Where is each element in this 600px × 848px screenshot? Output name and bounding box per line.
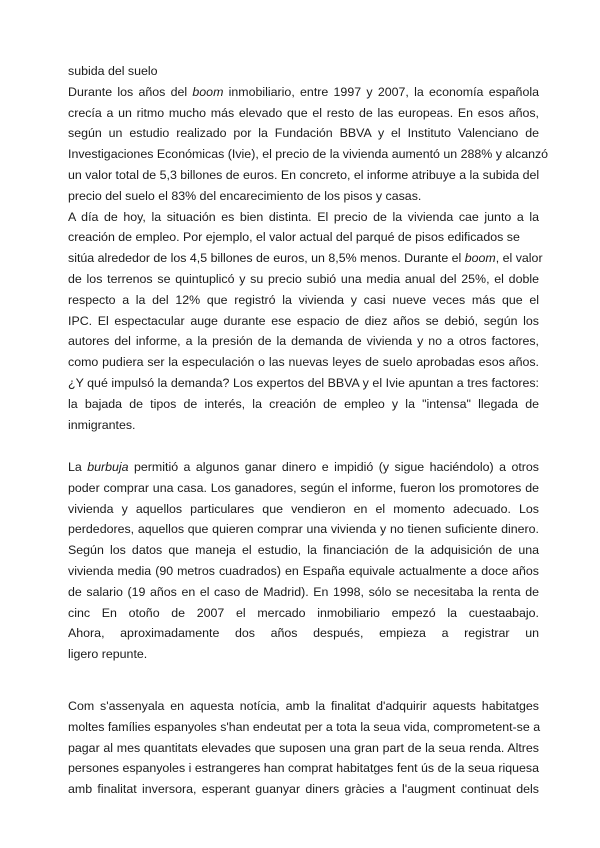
text-segment: Durante los años del (68, 84, 193, 99)
text-line: vivienda media (90 metros cuadrados) en España equivale actualmente a doce años (68, 563, 539, 578)
text-line: persones espanyoles i estrangeres han comprat habitatges fent ús de la seua riquesa (68, 761, 539, 776)
text-line (68, 457, 539, 478)
text-line: subida del suelo (68, 64, 158, 78)
text-line: ligero repunte. (68, 647, 148, 662)
text-segment: La (68, 460, 88, 474)
text-line: crecía a un ritmo mucho más elevado que el resto de las europeas. En esos años, (68, 105, 539, 120)
text-line: un valor total de 5,3 billones de euros. En concreto, el informe atribuye a la subida del (68, 167, 540, 182)
text-line: de los terrenos se quintuplicó y su precio subió una media anual del 25%, el doble (68, 271, 539, 286)
text-line: como pudiera ser la especulación o las nuevas leyes de suelo aprobadas esos años. (68, 355, 539, 370)
text-line (68, 82, 539, 103)
text-line: Según los datos que maneja el estudio, la financiación de la adquisición de una (68, 543, 539, 558)
text-line: autores del informe, a la presión de la demanda de vivienda y no a otros factores, (68, 334, 539, 349)
text-segment: permitió a algunos ganar dinero e impidió (y sigue haciéndolo) a otros (128, 460, 539, 474)
italic-term: burbuja (87, 460, 129, 474)
italic-term: boom (464, 251, 496, 266)
text-line: moltes famílies espanyoles s'han endeutat per a tota la seua vida, comprometent-se a (68, 719, 541, 734)
paragraph-housing-boom (68, 61, 549, 435)
text-line: Investigaciones Económicas (Ivie), el precio de la vivienda aumentó un 288% y alcanzó (68, 147, 549, 162)
text-line: de salario (19 años en el caso de Madrid). En 1998, sólo se necesitaba la renta de (68, 584, 539, 599)
text-line: la bajada de tipos de interés, la creación de empleo y la "intensa" llegada de (68, 396, 539, 411)
text-line: perdedores, aquellos que quieren comprar una vivienda y no tienen suficiente dinero. (68, 522, 539, 537)
text-segment: , el valor (495, 251, 543, 266)
text-line: Com s'assenyala en aquesta notícia, amb la finalitat d'adquirir aquests habitatges (68, 699, 539, 713)
text-segment: inmobiliario, entre 1997 y 2007, la economía española (223, 84, 539, 99)
text-segment: sitúa alrededor de los 4,5 billones de euros, un 8,5% menos. Durante el (68, 251, 465, 266)
paragraph-housing-bubble (68, 457, 539, 665)
text-line: vivienda y aquellos particulares que vendieron en el momento adecuado. Los (68, 501, 539, 516)
text-line: cinc En otoño de 2007 el mercado inmobiliario empezó la cuestaabajo. (68, 605, 539, 620)
text-line: ¿Y qué impulsó la demanda? Los expertos del BBVA y el Ivie apuntan a tres factores: (68, 375, 539, 390)
text-line: Ahora, aproximadamente dos años después, empieza a registrar un (68, 626, 539, 641)
text-line: creación de empleo. Por ejemplo, el valor actual del parqué de pisos edificados se (68, 230, 520, 245)
text-line: respecto a la del 12% que registró la vivienda y casi nueve veces más que el (68, 292, 539, 307)
text-line: precio del suelo el 83% del encarecimiento de los pisos y casas. (68, 188, 422, 203)
text-line: amb finalitat inversora, esperant guanyar diners gràcies a l'augment continuat dels (68, 782, 539, 797)
italic-term: boom (192, 84, 224, 99)
text-line: según un estudio realizado por la Fundación BBVA y el Instituto Valenciano de (68, 126, 539, 141)
text-line: IPC. El espectacular auge durante ese espacio de diez años se debió, según los (68, 313, 539, 328)
text-line (68, 248, 543, 269)
text-line: pagar al mes quantitats elevades que suposen una gran part de la seua renda. Altres (68, 740, 539, 755)
text-line: inmigrantes. (68, 417, 136, 432)
text-line: A día de hoy, la situación es bien distinta. El precio de la vivienda cae junto a la (68, 209, 539, 224)
paragraph-catalan-commentary (68, 696, 539, 800)
text-line: poder comprar una casa. Los ganadores, según el informe, fueron los promotores de (68, 480, 539, 495)
